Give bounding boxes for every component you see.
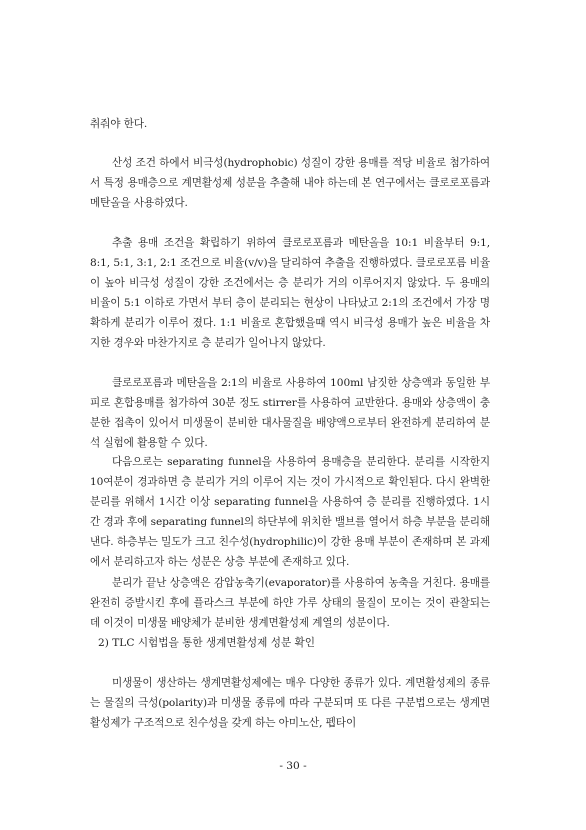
paragraph-continuation: 취줘야 한다. [90, 118, 148, 130]
section-heading-tlc: 2) TLC 시험법을 통한 생계면활성제 성분 확인 [98, 637, 316, 649]
paragraph-solvent-ratio: 추출 용매 조건을 확립하기 위하여 클로로포름과 메탄올을 10:1 비율부터 9:1, 8:1, 5:1, 3:1, 2:1 조건으로 비율(v/v)을 달리하여 추출을 진행하였다. 클로로포름 비율이 높아 비극성 성질이 강한 조건에서는 층 분리가 거의 이루어지지 않았다. 두 용매의 비율이 5:1 이하로 가면서 부터 층이 분리되는 현상이 나타났고 2:1의 조건에서 가장 명확하게 분리가 이루어 졌다. 1:1 비율로 혼합했을때 역시 비극성 용매가 높은 비율을 차지한 경우와 마찬가지로 층 분리가 일어나지 않았다. [90, 237, 490, 349]
paragraph-evaporation: 분리가 끝난 상층액은 감압농축기(evaporator)를 사용하여 농축을 거친다. 용매를 완전히 증발시킨 후에 플라스크 부분에 하얀 가루 상태의 물질이 모이는 것이 관찰되는데 이것이 미생물 배양체가 분비한 생계면활성제 계열의 성분이다. [90, 577, 490, 629]
paragraph-separating-funnel: 다음으로는 separating funnel을 사용하여 용매층을 분리한다. 분리를 시작한지 10여분이 경과하면 층 분리가 거의 이루어 지는 것이 가시적으로 확인된다. 다시 완벽한 분리를 위해서 1시간 이상 separating funnel을 사용하여 층 분리를 진행하였다. 1시간 경과 후에 separating funnel의 하단부에 위치한 밸브를 열어서 하층 부분을 분리해 낸다. 하층부는 밀도가 크고 친수성(hydrophilic)이 강한 용매 부분이 존재하며 본 과제에서 분리하고자 하는 성분은 상층 부분에 존재하고 있다. [90, 456, 490, 568]
paragraph-solvent-selection: 산성 조건 하에서 비극성(hydrophobic) 성질이 강한 용매를 적당 비율로 첨가하여서 특정 용매층으로 계면활성제 성분을 추출해 내야 하는데 본 연구에서는 클로로포름과 메탄올을 사용하였다. [90, 157, 490, 209]
paragraph-biosurfactant-types: 미생물이 생산하는 생계면활성제에는 매우 다양한 종류가 있다. 계면활성제의 종류는 물질의 극성(polarity)과 미생물 종류에 따라 구분되며 또 다른 구분법으로는 생계면활성제가 구조적으로 친수성을 갖게 하는 아미노산, 펩타이 [90, 677, 490, 729]
page-number: - 30 - [279, 760, 307, 772]
paragraph-mixing: 클로로포름과 메탄올을 2:1의 비율로 사용하여 100ml 남짓한 상층액과 동일한 부피로 혼합용매를 첨가하여 30분 정도 stirrer를 사용하여 교반한다. 용매와 상층액이 충분한 접촉이 있어서 미생물이 분비한 대사물질을 배양액으로부터 완전하게 분리하여 분석 실험에 활용할 수 있다. [90, 377, 490, 449]
